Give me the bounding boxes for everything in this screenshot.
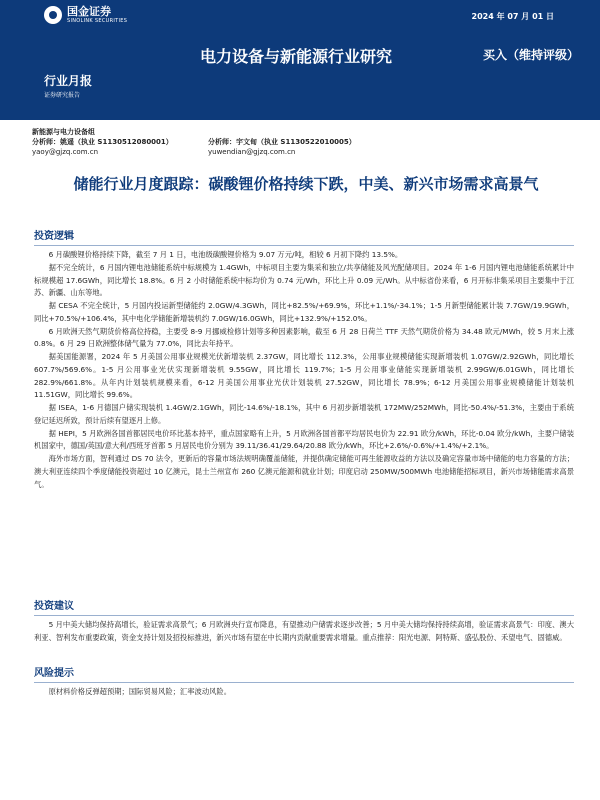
logo-mark-icon <box>44 6 62 24</box>
team-name: 新能源与电力设备组 <box>32 128 95 136</box>
analyst-row <box>32 137 572 147</box>
section-heading: 投资建议 <box>34 601 574 616</box>
industry-title: 电力设备与新能源行业研究 <box>200 47 393 66</box>
section-investment-logic <box>34 231 574 491</box>
analyst-info <box>32 127 572 157</box>
group-row <box>32 127 572 137</box>
paragraph: 据美国能源署，2024 年 5 月美国公用事业规模光伏新增装机 2.37GW，同比增长 112.3%，公用事业规模储能实现新增装机 1.07GW/2.92GWh，同比增长 607.7%/569.6%。1-5 月公用事业光伏实现新增装机 9.55GW，同比增长 119.7%；1-5 月公用事业储能实现新增装机 2.99GW/6.01GWh，同比增长 282.9%/661.8%。从年内计划装机规模来看，6-12 月美国公用事业光伏计划装机 27.52GW，同比增长 78.9%；6-12 月美国公用事业规模储能计划装机 11.51GW，同比增长 99.6%。 <box>34 352 574 400</box>
rating-badge: 买入（维持评级） <box>483 48 580 62</box>
report-type: 行业月报 <box>44 74 93 88</box>
logo-name-en: SINOLINK SECURITIES <box>67 18 128 24</box>
report-subtype: 证券研究报告 <box>44 92 81 99</box>
paragraph: 6 月碳酸锂价格持续下降，截至 7 月 1 日，电池级碳酸锂价格为 9.07 万元/吨，相较 6 月初下降约 13.5%。 <box>48 250 403 259</box>
report-header <box>0 0 600 120</box>
paragraph: 据 HEPI，5 月欧洲各国首都居民电价环比基本持平，重点国家略有上升，5 月欧洲各国首都平均居民电价为 22.91 欧分/kWh，环比-0.04 欧分/kWh，主要户储装机国家中，德国/英国/意大利/西班牙首都 5 月居民电价分别为 39.11/36.41/29.64/20.88 欧分/kWh，环比+2.6%/-0.6%/+1.4%/+2.1%。 <box>34 428 574 451</box>
analyst-1: 分析师：姚遥（执业 S1130512080001） <box>32 138 173 146</box>
paragraph: 据 ISEA，1-6 月德国户储实现装机 1.4GW/2.1GWh，同比-14.6%/-18.1%，其中 6 月初步新增装机 172MW/252MWh，同比-50.4%/-51.3%，主要由于系统登记延迟所致，预计后续有望逐月上修。 <box>34 403 574 425</box>
logo-name-cn: 国金证券 <box>67 5 111 18</box>
analyst-1-email: yaoy@gjzq.com.cn <box>32 148 99 156</box>
section-investment-advice <box>34 601 574 645</box>
paragraph: 据不完全统计，6 月国内锂电池储能系统中标规模为 1.4GWh，中标项目主要为集采和独立/共享储能及风光配储项目。2024 年 1-6 月国内锂电池储能系统累计中标规模超 17.6GWh，同比增长 18.8%。6 月 2 小时储能系统中标均价为 0.74 元/Wh，环比上升 0.09 元/Wh。从中标省份来看，6 月开标非集采项目主要集中于江苏、新疆、山东等地。 <box>34 262 574 298</box>
report-title: 储能行业月度跟踪：碳酸锂价格持续下跌，中美、新兴市场需求高景气 <box>73 175 539 193</box>
paragraph: 海外市场方面，智利通过 DS 70 法令，更新后的容量市场法规明确覆盖储能，并提供确定储能可再生能源收益的方法以及确定容量市场中储能的电力容量的方法；澳大利亚连续四个季度储能投资超过 10 亿澳元，昆士兰州宣布 260 亿澳元能源和就业计划；印度启动 250MW/500MWh 电池储能招标项目，新兴市场储能需求高景气。 <box>34 454 574 489</box>
paragraph: 5 月中美大储均保持高增长，验证需求高景气；6 月欧洲央行宣布降息，有望推动户储需求逐步改善；5 月中美大储均保持持续高增，验证需求高景气：印度、澳大利亚、智利发布重要政策，资金支持计划及招投标推进，新兴市场有望在中长期内贡献重要需求增量。重点推荐：阳光电源、阿特斯、盛弘股份、禾望电气、固德威。 <box>34 620 574 642</box>
section-heading: 风险提示 <box>34 668 574 683</box>
analyst-2: 分析师：宇文甸（执业 S1130522010005） <box>208 138 356 146</box>
paragraph: 原材料价格反弹超预期；国际贸易风险；汇率波动风险。 <box>48 687 232 696</box>
report-date: 2024 年 07 月 01 日 <box>471 12 554 21</box>
section-heading: 投资逻辑 <box>34 231 574 246</box>
email-row <box>32 147 572 157</box>
section-risk <box>34 668 574 699</box>
paragraph: 据 CESA 不完全统计，5 月国内投运新型储能约 2.0GW/4.3GWh，同比+82.5%/+69.9%，环比+1.1%/-34.1%；1-5 月新型储能累计装 7.7GW/19.9GWh，同比+70.5%/+106.4%，其中电化学储能新增装机约 7.0GW/16.0GWh，同比+132.9%/+152.0%。 <box>34 301 574 323</box>
paragraph: 6 月欧洲天然气期货价格高位持稳，主要受 8-9 月挪威检修计划等多种因素影响，截至 6 月 28 日荷兰 TTF 天然气期货价格为 34.48 欧元/MWh，较 5 月末上涨 0.8%。6 月 29 日欧洲整体储气量为 77.0%，同比去年持平。 <box>34 326 574 349</box>
company-logo <box>44 6 127 24</box>
analyst-2-email: yuwendian@gjzq.com.cn <box>208 148 296 156</box>
